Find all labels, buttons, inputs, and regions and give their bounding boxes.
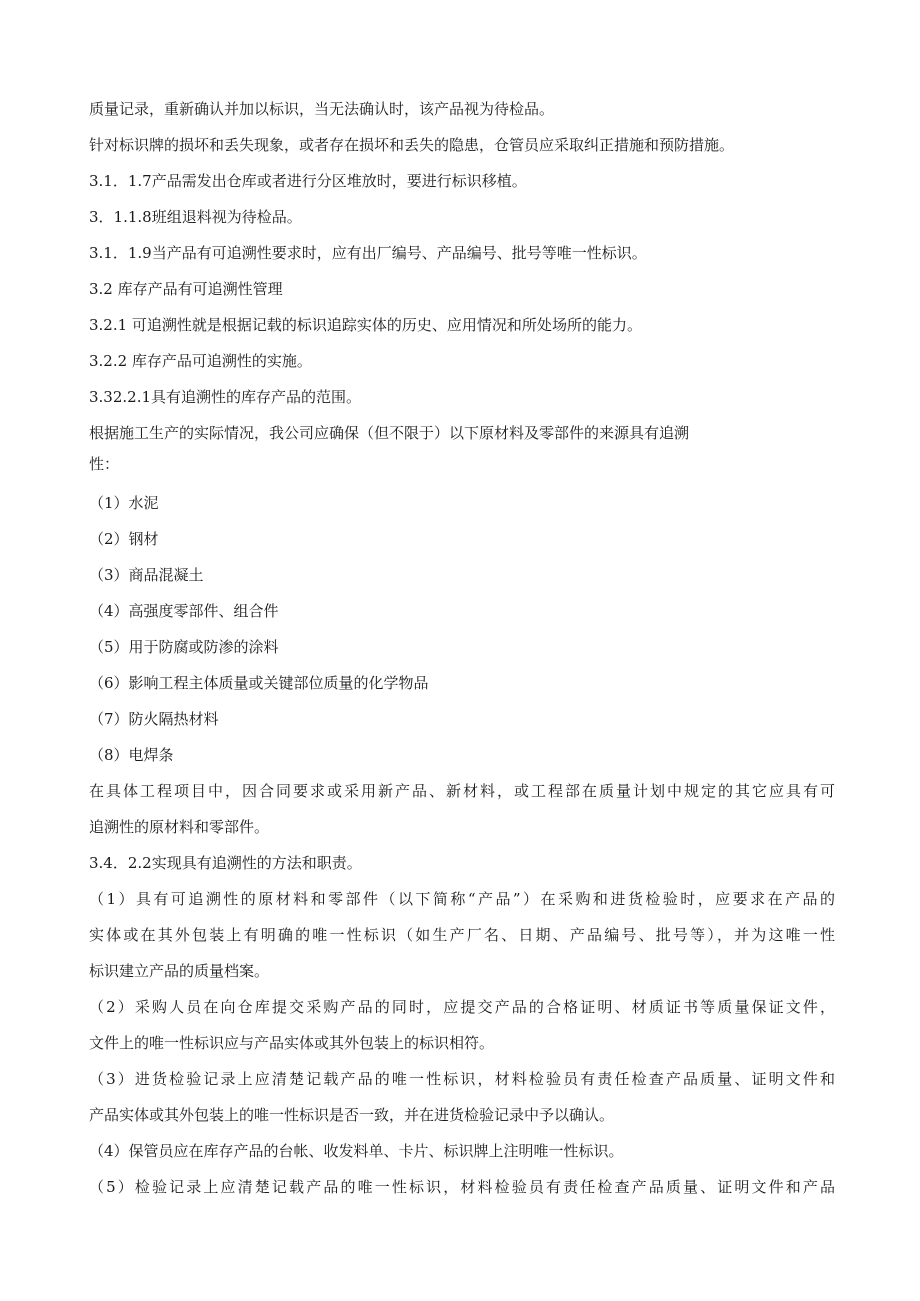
section-heading: 3.2 库存产品有可追溯性管理 xyxy=(89,280,283,298)
list-item: （7）防火隔热材料 xyxy=(89,710,219,728)
list-item: （3）商品混凝土 xyxy=(89,566,204,584)
list-item: （5）用于防腐或防渗的涂料 xyxy=(89,638,279,656)
paragraph-line: 质量记录，重新确认并加以标识，当无法确认时，该产品视为待检品。 xyxy=(89,100,555,118)
section-line: 3.2.1 可追溯性就是根据记载的标识追踪实体的历史、应用情况和所处场所的能力。 xyxy=(89,316,642,334)
section-heading: 3.32.2.1具有追溯性的库存产品的范围。 xyxy=(89,388,362,406)
paragraph-line: 实体或在其外包装上有明确的唯一性标识（如生产厂名、日期、产品编号、批号等），并为这唯一性 xyxy=(89,926,835,944)
list-item: （1）水泥 xyxy=(89,494,159,512)
paragraph-line: 针对标识牌的损坏和丢失现象，或者存在损坏和丢失的隐患，仓管员应采取纠正措施和预防措施。 xyxy=(89,136,735,154)
paragraph-line: 在具体工程项目中，因合同要求或采用新产品、新材料，或工程部在质量计划中规定的其它应具有可 xyxy=(89,782,835,800)
paragraph-line: （5）检验记录上应清楚记载产品的唯一性标识，材料检验员有责任检查产品质量、证明文件和产品 xyxy=(89,1178,835,1196)
paragraph-line: 根据施工生产的实际情况，我公司应确保（但不限于）以下原材料及零部件的来源具有追溯 xyxy=(89,424,690,442)
list-item: （4）高强度零部件、组合件 xyxy=(89,602,279,620)
section-heading: 3.2.2 库存产品可追溯性的实施。 xyxy=(89,352,312,370)
paragraph-line: （1）具有可追溯性的原材料和零部件（以下简称“产品”）在采购和进货检验时，应要求在产品的 xyxy=(89,890,835,908)
paragraph-line: 性： xyxy=(89,455,120,473)
list-item: （8）电焊条 xyxy=(89,746,174,764)
section-line: 3．1.1.8班组退料视为待检品。 xyxy=(89,208,302,226)
section-heading: 3.4．2.2实现具有追溯性的方法和职责。 xyxy=(89,854,362,872)
section-line: 3.1．1.9当产品有可追溯性要求时，应有出厂编号、产品编号、批号等唯一性标识。 xyxy=(89,244,647,262)
paragraph-line: 产品实体或其外包装上的唯一性标识是否一致，并在进货检验记录中予以确认。 xyxy=(89,1106,615,1124)
list-item: （6）影响工程主体质量或关键部位质量的化学物品 xyxy=(89,674,429,692)
section-line: 3.1．1.7产品需发出仓库或者进行分区堆放时，要进行标识移植。 xyxy=(89,172,527,190)
paragraph-line: 文件上的唯一性标识应与产品实体或其外包装上的标识相符。 xyxy=(89,1034,495,1052)
list-item: （2）钢材 xyxy=(89,530,159,548)
paragraph-line: （2）采购人员在向仓库提交采购产品的同时，应提交产品的合格证明、材质证书等质量保证文件， xyxy=(89,998,835,1016)
document-body xyxy=(89,91,835,1205)
paragraph-line: 标识建立产品的质量档案。 xyxy=(89,962,270,980)
paragraph-line: （3）进货检验记录上应清楚记载产品的唯一性标识，材料检验员有责任检查产品质量、证明文件和 xyxy=(89,1070,835,1088)
paragraph-line: 追溯性的原材料和零部件。 xyxy=(89,818,270,836)
paragraph-line: （4）保管员应在库存产品的台帐、收发料单、卡片、标识牌上注明唯一性标识。 xyxy=(89,1142,624,1160)
